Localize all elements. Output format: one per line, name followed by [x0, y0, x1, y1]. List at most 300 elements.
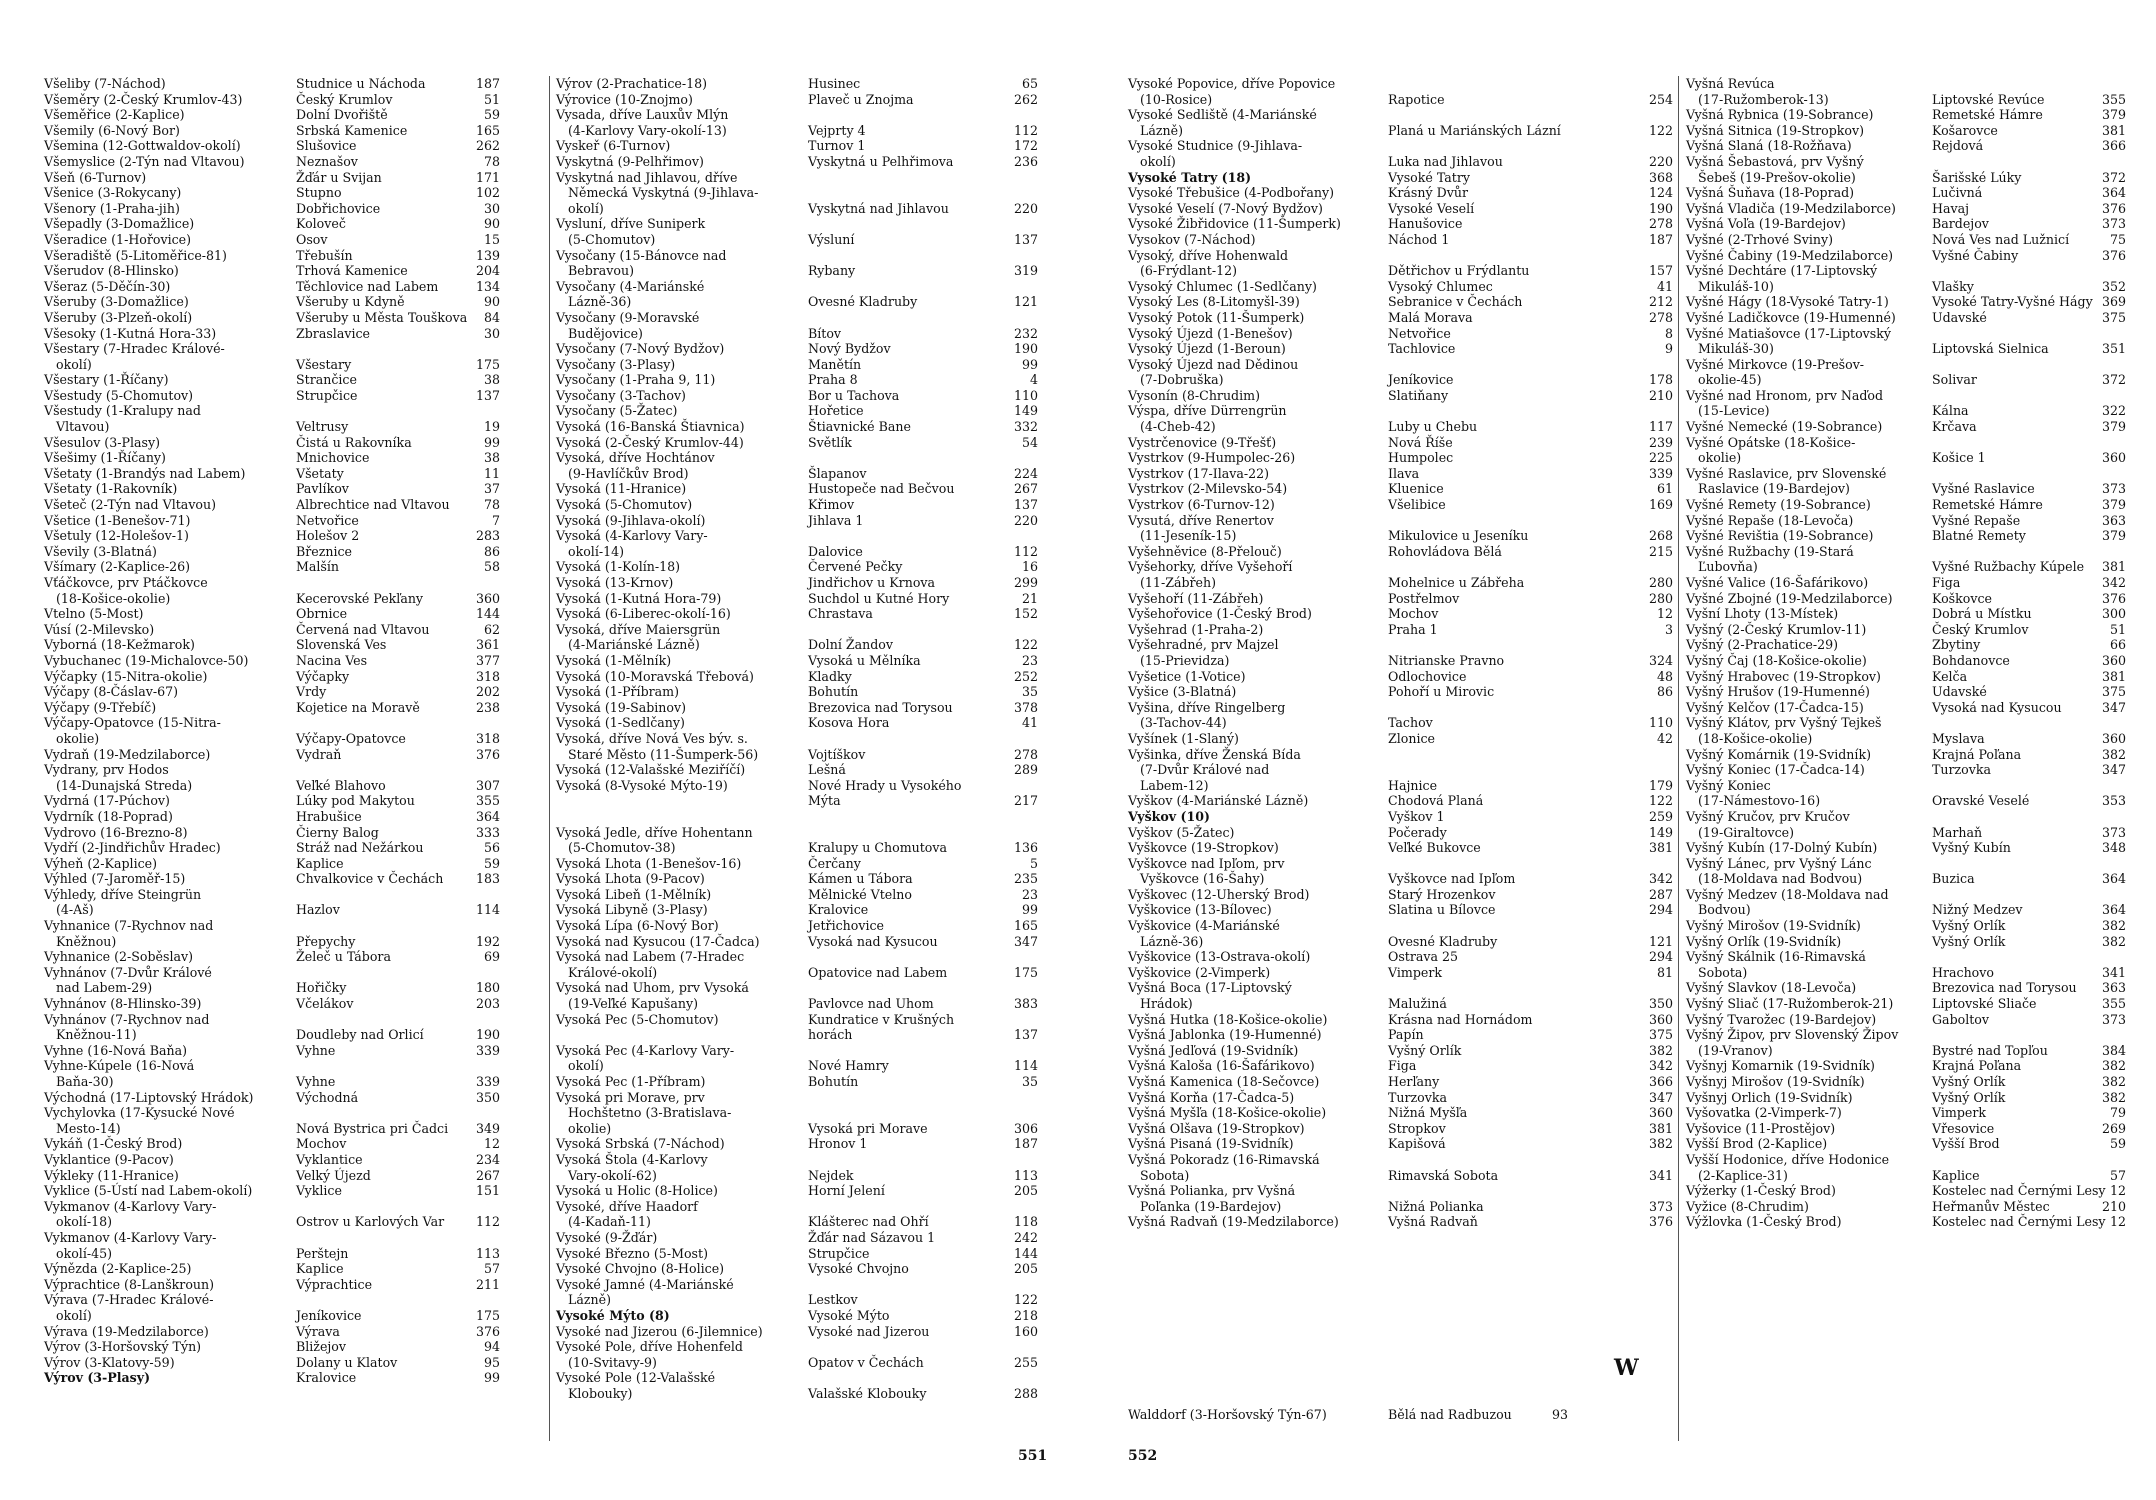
entry-name: Vysoký Újezd nad Dědinou [1128, 356, 1299, 372]
entry-post-office: Brezovica nad Torysou [808, 699, 953, 715]
entry-name: Vysočany (9-Moravské [556, 309, 700, 325]
entry-name: Vyšné Ružbachy (19-Stará [1686, 543, 1854, 559]
entry-post-office: Vyšný Orlík [1932, 1074, 2006, 1089]
entry-page-ref: 205 [1013, 1183, 1038, 1199]
entry-name: Staré Město (11-Šumperk-56) [568, 746, 759, 762]
entry-page-ref: 86 [483, 543, 500, 559]
entry-post-office: Vyklice [296, 1183, 342, 1199]
entry-page-ref: 165 [1013, 918, 1038, 934]
entry-name: Vyšehoří (11-Zábřeh) [1128, 590, 1264, 606]
entry-name: Výčapky (15-Nitra-okolie) [44, 668, 208, 684]
entry-post-office: Jetřichovice [808, 918, 885, 934]
entry-name: Všenice (3-Rokycany) [44, 185, 182, 201]
entry-post-office: Výčapky [296, 668, 350, 684]
entry-page-ref: 306 [1013, 1120, 1038, 1136]
index-entry [556, 154, 1036, 170]
entry-post-office: Výčapy-Opatovce [296, 730, 406, 746]
entry-page-ref: 375 [1648, 1027, 1673, 1043]
entry-page-ref: 373 [2101, 481, 2126, 497]
entry-page-ref: 342 [1648, 871, 1673, 887]
index-entry [44, 1168, 504, 1184]
entry-name: okolí-14) [568, 543, 625, 559]
index-entry [1128, 1043, 1673, 1059]
entry-post-office: Doudleby nad Orlicí [296, 1027, 424, 1043]
entry-page-ref: 57 [483, 1261, 500, 1277]
entry-page-ref: 12 [1656, 606, 1673, 622]
entry-page-ref: 122 [1648, 122, 1673, 138]
index-entry [1686, 450, 2126, 466]
entry-page-ref: 353 [2101, 793, 2126, 809]
entry-page-ref: 190 [1648, 200, 1673, 216]
index-entry [556, 1308, 1036, 1324]
index-entry [556, 263, 1036, 279]
index-entry [44, 934, 504, 950]
index-entry [556, 216, 1036, 232]
entry-name: Vysočany (7-Nový Bydžov) [556, 341, 725, 357]
entry-page-ref: 366 [2101, 138, 2126, 154]
entry-name: Všepadly (3-Domažlice) [44, 216, 195, 232]
entry-name: Vysoká (2-Český Krumlov-44) [556, 434, 744, 450]
entry-page-ref: 204 [475, 263, 500, 279]
index-entry [1686, 248, 2126, 264]
index-entry [44, 653, 504, 669]
entry-post-office: Vyšný Orlík [1932, 1089, 2006, 1105]
index-entry [44, 248, 504, 264]
index-entry [556, 1355, 1036, 1371]
entry-name: Vyšná Hutka (18-Košice-okolie) [1128, 1011, 1328, 1027]
entry-name: Vyšný Kelčov (17-Čadca-15) [1686, 699, 1864, 715]
index-entry [556, 170, 1036, 186]
entry-post-office: Starý Hrozenkov [1388, 886, 1496, 902]
index-entry [1128, 403, 1673, 419]
entry-post-office: Vyšná Radvaň [1388, 1214, 1478, 1230]
entry-post-office: Strupčice [808, 1245, 870, 1261]
index-entry [1128, 684, 1673, 700]
index-entry [1128, 996, 1673, 1012]
entry-post-office: Blatné Remety [1932, 528, 2026, 544]
entry-name: Vysoká Lípa (6-Nový Bor) [556, 918, 719, 934]
index-entry [1128, 138, 1673, 154]
entry-post-office: Vejprty 4 [808, 122, 866, 138]
entry-post-office: Srbská Kamenice [296, 122, 408, 138]
entry-page-ref: 384 [2101, 1042, 2126, 1058]
index-entry [44, 92, 504, 108]
index-entry [556, 1199, 1036, 1215]
entry-name: Vystrkov (17-Ilava-22) [1128, 465, 1270, 481]
index-entry [44, 669, 504, 685]
index-entry [556, 965, 1036, 981]
entry-name: Vyhne (16-Nová Baňa) [44, 1042, 188, 1058]
entry-post-office: Veľké Blahovo [296, 777, 386, 793]
entry-name: (15-Prievidza) [1140, 652, 1230, 668]
entry-post-office: Pohoří u Mirovic [1388, 684, 1495, 700]
entry-name: Vysoké (9-Žďár) [556, 1229, 658, 1245]
entry-name: Vyškovice (4-Mariánské [1128, 918, 1280, 934]
entry-name: Vydrná (17-Púchov) [44, 793, 170, 809]
index-entry [1686, 481, 2126, 497]
entry-name: Vyšné Zbojné (19-Medzilaborce) [1686, 590, 1893, 606]
entry-name: Vysoká Jedle, dříve Hohentann [556, 824, 753, 840]
index-entry [1686, 825, 2126, 841]
index-entry [44, 419, 504, 435]
entry-name: Vyšínek (1-Slaný) [1128, 730, 1239, 746]
entry-name: Vysoká nad Uhom, prv Vysoká [556, 980, 749, 996]
entry-name: Vyškov (10) [1128, 808, 1210, 824]
entry-name: Vyšný Tvarožec (19-Bardejov) [1686, 1011, 1877, 1027]
entry-name: Všímary (2-Kaplice-26) [44, 559, 191, 575]
index-entry [1686, 653, 2126, 669]
entry-post-office: Netvořice [296, 512, 359, 528]
entry-name: Vyšný Koniec (17-Čadca-14) [1686, 762, 1865, 778]
index-entry [1686, 902, 2126, 918]
entry-page-ref: 56 [483, 840, 500, 856]
entry-name: Vysoká (1-Kolín-18) [556, 559, 681, 575]
entry-post-office: Včelákov [296, 996, 354, 1012]
entry-name: Všeměry (2-Český Krumlov-43) [44, 91, 243, 107]
entry-post-office: Kluenice [1388, 481, 1444, 497]
index-entry [1686, 1058, 2126, 1074]
entry-page-ref: 278 [1648, 216, 1673, 232]
entry-name: Budějovice) [568, 325, 643, 341]
index-entry [556, 559, 1036, 575]
entry-post-office: Kralovice [296, 1370, 357, 1386]
entry-name: Vysoká (1-Mělník) [556, 652, 672, 668]
index-entry [1686, 575, 2126, 591]
entry-page-ref: 361 [475, 637, 500, 653]
entry-post-office: Nová Ves nad Lužnicí [1932, 231, 2070, 247]
index-entry [1686, 1090, 2126, 1106]
entry-name: Vysoké Jamné (4-Mariánské [556, 1276, 734, 1292]
index-entry [556, 1261, 1036, 1277]
entry-name: okolie) [568, 1120, 612, 1136]
entry-page-ref: 232 [1013, 325, 1038, 341]
entry-name: Lázně) [568, 1292, 611, 1308]
entry-post-office: Vlašky [1932, 278, 1974, 294]
entry-post-office: Náchod 1 [1388, 231, 1450, 247]
entry-post-office: Hronov 1 [808, 1136, 868, 1152]
entry-post-office: Vyšný Kubín [1932, 840, 2011, 856]
entry-page-ref: 114 [1013, 1058, 1038, 1074]
entry-post-office: Figa [1388, 1058, 1417, 1074]
entry-name: Vúsí (2-Milevsko) [44, 621, 155, 637]
entry-post-office: Dalovice [808, 543, 863, 559]
entry-post-office: Kámen u Tábora [808, 871, 913, 887]
entry-name: okolí) [568, 200, 604, 216]
index-entry [1686, 1168, 2126, 1184]
entry-post-office: Vřesovice [1932, 1120, 1995, 1136]
entry-post-office: Zbytiny [1932, 637, 1981, 653]
entry-name: Všenory (1-Praha-jih) [44, 200, 180, 216]
entry-post-office: Plaveč u Znojma [808, 91, 914, 107]
entry-name: Vysoká (12-Valašské Meziříčí) [556, 762, 746, 778]
entry-post-office: Rapotice [1388, 91, 1445, 107]
index-entry [1128, 1152, 1673, 1168]
entry-name: Vysoká Libyně (3-Plasy) [556, 902, 708, 918]
entry-name: Králové-okolí) [568, 964, 658, 980]
index-entry [556, 949, 1036, 965]
entry-page-ref: 202 [475, 684, 500, 700]
entry-post-office: Žďár u Svijan [296, 169, 382, 185]
index-entry [1686, 1136, 2126, 1152]
entry-name: Výkleky (11-Hranice) [44, 1167, 179, 1183]
entry-page-ref: 65 [1021, 76, 1038, 91]
index-entry [44, 840, 504, 856]
entry-name: Vyhne-Kúpele (16-Nová [44, 1058, 195, 1074]
index-entry [1686, 934, 2126, 950]
entry-name: Výrov (3-Horšovský Týn) [44, 1339, 202, 1355]
entry-name: Vyšovice (11-Prostějov) [1686, 1120, 1836, 1136]
entry-post-office: Vyhne [296, 1042, 336, 1058]
index-entry [1128, 1183, 1673, 1199]
entry-page-ref: 81 [1656, 964, 1673, 980]
entry-name: Všestudy (1-Kralupy nad [44, 403, 201, 419]
entry-page-ref: 339 [1648, 465, 1673, 481]
index-entry [44, 372, 504, 388]
entry-name: Vysoký, dříve Hohenwald [1128, 247, 1289, 263]
index-entry [1128, 481, 1673, 497]
entry-page-ref: 381 [2101, 559, 2126, 575]
index-entry [556, 481, 1036, 497]
index-entry [1686, 294, 2126, 310]
entry-page-ref: 30 [483, 325, 500, 341]
entry-page-ref: 51 [483, 91, 500, 107]
index-entry [556, 544, 1036, 560]
entry-page-ref: 78 [483, 497, 500, 513]
entry-name: Lázně-36) [1140, 933, 1204, 949]
entry-post-office: Veľké Bukovce [1388, 840, 1481, 856]
index-entry [1686, 497, 2126, 513]
entry-post-office: Březnice [296, 543, 353, 559]
entry-post-office: Nitrianske Pravno [1388, 652, 1505, 668]
index-entry [556, 138, 1036, 154]
entry-page-ref: 376 [475, 746, 500, 762]
entry-name: Všeradiště (5-Litoměřice-81) [44, 247, 227, 263]
entry-page-ref: 332 [1013, 419, 1038, 435]
entry-page-ref: 59 [483, 855, 500, 871]
entry-page-ref: 372 [2101, 169, 2126, 185]
entry-name: Vysoké Popovice, dříve Popovice [1128, 76, 1336, 91]
entry-post-office: Ilava [1388, 465, 1420, 481]
entry-name: Vyborná (18-Kežmarok) [44, 637, 195, 653]
index-entry [44, 544, 504, 560]
index-entry [1686, 107, 2126, 123]
index-entry [44, 123, 504, 139]
entry-post-office: Herľany [1388, 1074, 1440, 1089]
entry-page-ref: 112 [475, 1214, 500, 1230]
index-entry [1128, 341, 1673, 357]
index-entry [1686, 856, 2126, 872]
entry-page-ref: 160 [1013, 1323, 1038, 1339]
entry-name: Vyhnánov (8-Hlinsko-39) [44, 996, 202, 1012]
index-entry [1686, 949, 2126, 965]
entry-page-ref: 383 [1013, 996, 1038, 1012]
entry-name: Vyšná Polianka, prv Vyšná [1128, 1183, 1296, 1199]
entry-name: (4-Cheb-42) [1140, 419, 1216, 435]
entry-name: Vyšetice (1-Votice) [1128, 668, 1246, 684]
entry-page-ref: 152 [1013, 606, 1038, 622]
index-entry [44, 232, 504, 248]
entry-post-office: Rejdová [1932, 138, 1984, 154]
entry-post-office: Strančice [296, 372, 357, 388]
entry-post-office: Hořetice [808, 403, 864, 419]
entry-page-ref: 235 [1013, 871, 1038, 887]
entry-page-ref: 355 [475, 793, 500, 809]
index-entry [1128, 279, 1673, 295]
index-entry [556, 1230, 1036, 1246]
entry-page-ref: 137 [1013, 1027, 1038, 1043]
index-entry [1686, 419, 2126, 435]
index-entry [44, 1277, 504, 1293]
index-entry [556, 1292, 1036, 1308]
entry-name: Vyšné Remety (19-Sobrance) [1686, 497, 1871, 513]
entry-page-ref: 86 [1656, 684, 1673, 700]
index-entry [1686, 762, 2126, 778]
entry-post-office: Vysoký Chlumec [1388, 278, 1493, 294]
index-entry [1128, 934, 1673, 950]
entry-post-office: Nejdek [808, 1167, 854, 1183]
entry-post-office: Výrava [296, 1323, 340, 1339]
entry-name: Vyhnánov (7-Dvůr Králové [44, 964, 212, 980]
entry-page-ref: 242 [1013, 1229, 1038, 1245]
entry-post-office: Vojtíškov [808, 746, 866, 762]
entry-name: Vysočany (4-Mariánské [556, 278, 705, 294]
entry-name: Vyšovatka (2-Vimperk-7) [1686, 1105, 1842, 1121]
index-entry [1686, 185, 2126, 201]
entry-post-office: Krčava [1932, 419, 1977, 435]
entry-name: Vyšné (2-Trhové Sviny) [1686, 231, 1834, 247]
entry-name: okolie) [56, 730, 100, 746]
entry-post-office: Kladky [808, 668, 852, 684]
entry-name: Výrava (7-Hradec Králové- [44, 1292, 214, 1308]
entry-post-office: Bítov [808, 325, 842, 341]
entry-page-ref: 382 [1648, 1042, 1673, 1058]
entry-name: (3-Tachov-44) [1140, 715, 1227, 731]
entry-post-office: Lešná [808, 762, 846, 778]
index-entry [44, 637, 504, 653]
entry-name: (4-Mariánské Lázně) [568, 637, 700, 653]
entry-page-ref: 79 [2109, 1105, 2126, 1121]
entry-post-office: Křimov [808, 497, 855, 513]
entry-post-office: Hazlov [296, 902, 340, 918]
entry-name: Vykmanov (4-Karlovy Vary- [44, 1229, 217, 1245]
entry-name: Vysoké Sedliště (4-Mariánské [1128, 107, 1317, 123]
entry-name: Výrov (2-Prachatice-18) [556, 76, 708, 91]
index-entry [1128, 357, 1673, 373]
entry-name: Vydraň (19-Medzilaborce) [44, 746, 211, 762]
entry-post-office: Štiavnické Bane [808, 419, 911, 435]
entry-name: (7-Dvůr Králové nad [1140, 762, 1270, 778]
entry-page-ref: 341 [2101, 964, 2126, 980]
entry-name: Lázně-36) [568, 294, 632, 310]
entry-page-ref: 23 [1021, 652, 1038, 668]
entry-name: Sobota) [1140, 1167, 1190, 1183]
entry-page-ref: 190 [1013, 341, 1038, 357]
entry-post-office: Liptovské Sliače [1932, 996, 2037, 1012]
entry-page-ref: 8 [1664, 325, 1673, 341]
index-entry [556, 294, 1036, 310]
entry-name: Vysoké Třebušice (4-Podbořany) [1128, 185, 1334, 201]
entry-page-ref: 220 [1013, 512, 1038, 528]
entry-post-office: Strupčice [296, 387, 358, 403]
entry-post-office: Perštejn [296, 1245, 349, 1261]
entry-name: Vtelno (5-Most) [44, 606, 144, 622]
index-entry [44, 871, 504, 887]
entry-name: Výrovice (10-Znojmo) [556, 91, 693, 107]
entry-name: Mesto-14) [56, 1120, 121, 1136]
index-entry [44, 902, 504, 918]
entry-post-office: Červené Pečky [808, 559, 903, 575]
entry-name: Vysoké Veselí (7-Nový Bydžov) [1128, 200, 1323, 216]
entry-post-office: Suchdol u Kutné Hory [808, 590, 950, 606]
index-entry [44, 591, 504, 607]
index-entry [556, 747, 1036, 763]
entry-page-ref: 122 [1013, 1292, 1038, 1308]
index-entry [44, 263, 504, 279]
index-entry [556, 341, 1036, 357]
entry-page-ref: 217 [1013, 793, 1038, 809]
index-entry [1686, 154, 2126, 170]
entry-post-office: Veltrusy [296, 419, 349, 435]
entry-post-office: Dolní Žandov [808, 637, 893, 653]
entry-post-office: Humpolec [1388, 450, 1454, 466]
entry-name: Vševily (3-Blatná) [44, 543, 157, 559]
entry-page-ref: 137 [475, 387, 500, 403]
entry-name: Kněžnou) [56, 933, 117, 949]
entry-post-office: Lučivná [1932, 185, 1983, 201]
entry-post-office: Jeníkovice [296, 1307, 362, 1323]
index-entry [1128, 731, 1673, 747]
index-entry [556, 1246, 1036, 1262]
index-entry [44, 1043, 504, 1059]
entry-page-ref: 93 [1551, 1407, 1568, 1422]
index-entry [556, 107, 1036, 123]
entry-post-office: Stupno [296, 185, 342, 201]
index-entry [556, 185, 1036, 201]
index-entry [556, 918, 1036, 934]
entry-name: Poľanka (19-Bardejov) [1140, 1198, 1282, 1214]
entry-page-ref: 3 [1664, 621, 1673, 637]
entry-name: Vysoká (1-Sedlčany) [556, 715, 685, 731]
entry-name: Výspa, dříve Dürrengrün [1128, 403, 1287, 419]
entry-name: Vyšné Hágy (18-Vysoké Tatry-1) [1686, 294, 1889, 310]
entry-name: Vyšehorky, dříve Vyšehoří [1128, 559, 1293, 575]
index-entry [556, 466, 1036, 482]
entry-post-office: Heřmanův Městec [1932, 1198, 2050, 1214]
entry-name: okolí-45) [56, 1245, 113, 1261]
entry-name: Všeraz (5-Děčín-30) [44, 278, 171, 294]
entry-name: Vyklice (5-Ústí nad Labem-okolí) [44, 1183, 253, 1199]
entry-page-ref: 236 [1013, 153, 1038, 169]
entry-name: Vysutá, dříve Renertov [1128, 512, 1274, 528]
entry-page-ref: 57 [2109, 1167, 2126, 1183]
index-entry [556, 1012, 1036, 1028]
entry-name: Vyšný Orlík (19-Svidník) [1686, 933, 1842, 949]
entry-post-office: Hrabušice [296, 808, 362, 824]
entry-post-office: Vyškov 1 [1388, 808, 1445, 824]
entry-post-office: Remetské Hámre [1932, 107, 2043, 123]
entry-page-ref: 373 [2101, 824, 2126, 840]
entry-name: Hrádok) [1140, 996, 1193, 1012]
index-entry [1686, 622, 2126, 638]
entry-page-ref: 294 [1648, 902, 1673, 918]
index-entry [1128, 1407, 1673, 1423]
entry-page-ref: 41 [1021, 715, 1038, 731]
entry-name: Vysoká (4-Karlovy Vary- [556, 528, 708, 544]
index-entry [1128, 825, 1673, 841]
entry-name: Vyšné Opátske (18-Košice- [1686, 434, 1856, 450]
entry-post-office: Kecerovské Pekľany [296, 590, 424, 606]
entry-name: Vyšná Kamenica (18-Sečovce) [1128, 1074, 1320, 1089]
